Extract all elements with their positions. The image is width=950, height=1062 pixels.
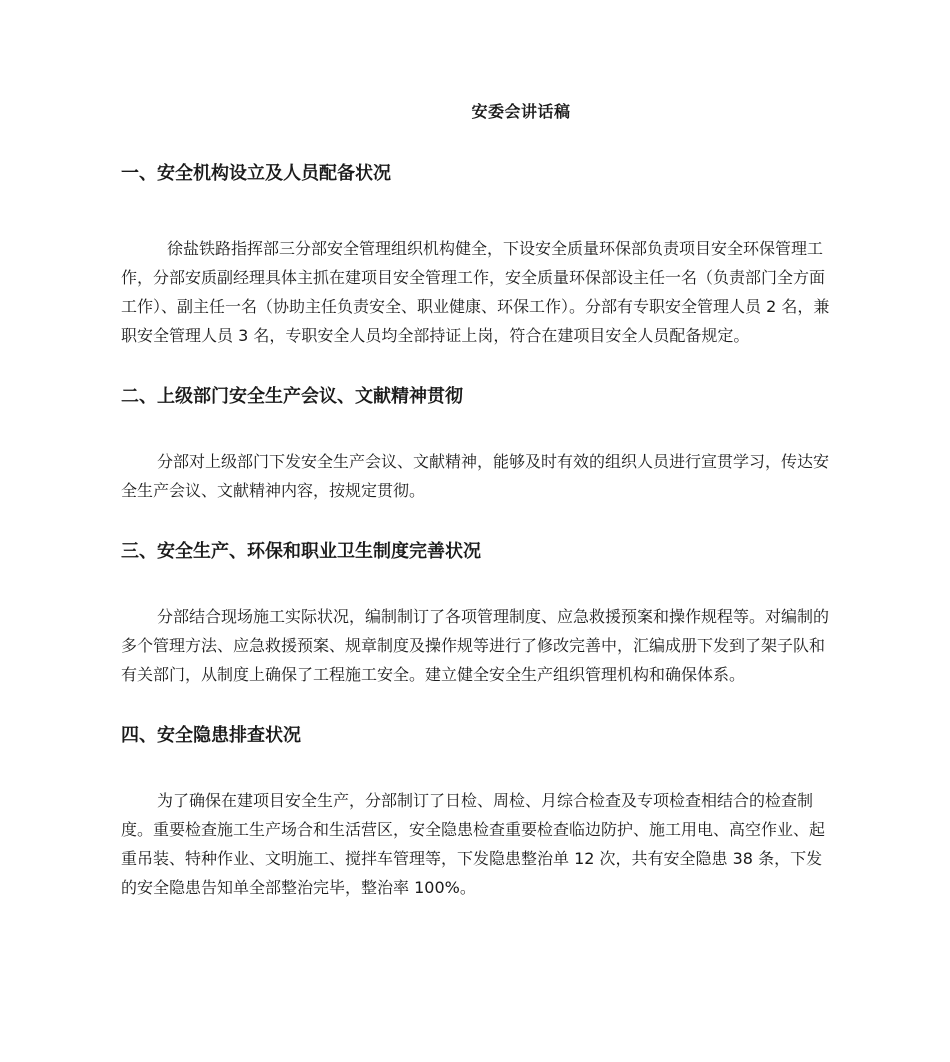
section-heading: 二、上级部门安全生产会议、文献精神贯彻 (121, 386, 463, 407)
section-paragraph: 徐盐铁路指挥部三分部安全管理组织机构健全，下设安全质量环保部负责项目安全环保管理工作，分部安质副经理具体主抓在建项目安全管理工作，安全质量环保部设主任一名（负责部门全方面工作）、副主任一名（协助主任负责安全、职业健康、环保工作）。分部有专职安全管理人员 2 名，兼职安全管理人员 3 名，专职安全人员均全部持证上岗，符合在建项目安全人员配备规定。 (121, 239, 830, 345)
section-rules-improvement (121, 538, 837, 689)
section-paragraph: 分部对上级部门下发安全生产会议、文献精神，能够及时有效的组织人员进行宣贯学习，传达安全生产会议、文献精神内容，按规定贯彻。 (121, 452, 830, 500)
document-body (121, 160, 837, 902)
document-title: 安委会讲话稿 (471, 102, 571, 121)
section-paragraph: 分部结合现场施工实际状况，编制制订了各项管理制度、应急救援预案和操作规程等。对编制的多个管理方法、应急救援预案、规章制度及操作规等进行了修改完善中，汇编成册下发到了架子队和有关部门，从制度上确保了工程施工安全。建立健全安全生产组织管理机构和确保体系。 (121, 607, 830, 684)
section-heading: 四、安全隐患排查状况 (121, 725, 301, 746)
section-hazard-inspection (121, 722, 837, 902)
section-meeting-implementation (121, 383, 837, 505)
section-heading: 三、安全生产、环保和职业卫生制度完善状况 (121, 541, 481, 562)
section-paragraph: 为了确保在建项目安全生产，分部制订了日检、周检、月综合检查及专项检查相结合的检查制度。重要检查施工生产场合和生活营区，安全隐患检查重要检查临边防护、施工用电、高空作业、起重吊装、特种作业、文明施工、搅拌车管理等，下发隐患整治单 12 次，共有安全隐患 38 条，下发的安全隐患告知单全部整治完毕，整治率 100%。 (121, 791, 826, 897)
section-organization (121, 160, 837, 350)
section-heading: 一、安全机构设立及人员配备状况 (121, 163, 391, 184)
